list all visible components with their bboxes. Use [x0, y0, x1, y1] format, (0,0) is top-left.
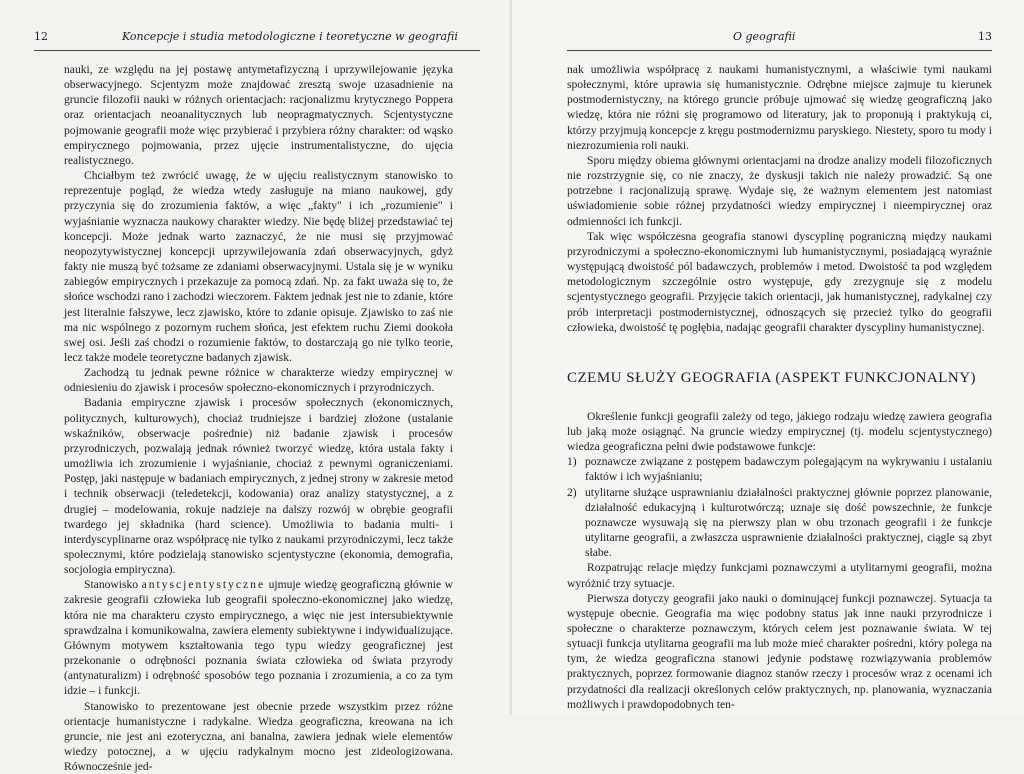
paragraph: Pierwsza dotyczy geografii jako nauki o dominującej funkcji poznawczej. Sytuacja ta występuje obecnie. Geografia ma więc podobny status jak inne nauki przyrodnicze i społeczne o charakterze poznawczym, których celem jest poznawanie świata. W tej sytuacji funkcja utylitarna geografii ma lub może mieć charakter pośredni, który polega na tym, że wiedza geograficzna stanowi jedynie podstawę rozwiązywania problemów praktycznych, poprzez formowanie diagnoz stanów rzeczy i procesów wraz z ocenami ich przydatności dla realizacji określonych celów praktycznych, np. planowania, wyznaczania możliwych i prawdopodobnych ten-	[567, 591, 992, 711]
section-heading: CZEMU SŁUŻY GEOGRAFIA (ASPEKT FUNKCJONALNY)	[567, 369, 977, 386]
paragraph-lead: Stanowisko	[84, 578, 142, 592]
paragraph: Określenie funkcji geografii zależy od tego, jakiego rodzaju wiedzę zawiera geografia lub jaką może osiągnąć. Na gruncie wiedzy empirycznej (tj. modelu scjentystycznego) wiedza geograficzna pełni dwie podstawowe funkcje:	[567, 409, 992, 454]
right-running-header	[567, 30, 992, 51]
paragraph: Badania empiryczne zjawisk i procesów społecznych (ekonomicznych, politycznych, kulturowych), chociaż trudniejsze i bardziej złożone (ustalanie wskaźników, obserwacje pośrednie) niż badanie zjawisk i procesów przyrodniczych, pozwalają jednak również tworzyć wiedzę, która ustala fakty i umożliwia ich zrozumienie i wyjaśnianie, chociaż z pewnymi ograniczeniami. Postęp, jaki następuje w badaniach empirycznych, z jednej strony w zakresie metod i technik obserwacji (teledetekcji, kodowania) oraz analizy statystycznej, a z drugiej – modelowania, rokuje nadzieje na dalszy rozwój w obrębie geografii twardego jej składnika (hard science). Umożliwia to badania multi- i interdyscyplinarne oraz współpracę nie tylko z naukami przyrodniczymi, lecz także społecznymi, które podzielają stanowisko scjentystyczne (ekonomia, demografia, socjologia empiryczna).	[64, 396, 453, 577]
left-column-text	[64, 62, 453, 774]
paragraph-rest: ujmuje wiedzę geograficzną głównie w zakresie geografii człowieka lub geografii społeczno-ekonomicznej jako wiedzę, która nie ma charakteru czysto empirycznego, a więc nie jest intersubiektywnie sprawdzalna i komunikowalna, zawiera elementy subiektywne i indywidualizujące. Głównym motywem kształtowania tego typu wiedzy geograficznej jest przekonanie o odrębności poznania świata człowieka od świata przyrody (antynaturalizm) i odrębność sposobów tego poznania i zrozumienia, a co za tym idzie – i funkcji.	[64, 578, 453, 698]
left-running-header	[34, 30, 480, 51]
right-header-title: O geografii	[733, 30, 796, 43]
right-page-number: 13	[978, 30, 992, 43]
paragraph: Stanowisko to prezentowane jest obecnie przede wszystkim przez różne orientacje humanistyczne i radykalne. Wiedza geograficzna, kreowana na ich gruncie, nie jest ani ezoteryczna, ani banalna, zawiera jednak wiele elementów wiedzy potocznej, a w ujęciu radykalnym mocno jest zideologizowana. Równocześnie jed-	[64, 699, 453, 774]
list-text: utylitarne służące usprawnianiu działalności praktycznej głównie poprzez planowanie, działalność edukacyjną i kulturotwórczą; uznaje się dość powszechnie, że funkcje poznawcze wysuwają się na pierwszy plan w obu trzonach geografii i że funkcje utylitarne geografii, a zwłaszcza usprawnienie działalności praktycznej, ciągle są zbyt słabe.	[585, 485, 992, 560]
list-number: 2)	[567, 485, 577, 499]
list-number: 1)	[567, 455, 577, 469]
paragraph	[64, 577, 453, 698]
paragraph: Zachodzą tu jednak pewne różnice w charakterze wiedzy empirycznej w odniesieniu do zjawisk i procesów społeczno-ekonomicznych i przyrodniczych.	[64, 366, 453, 395]
left-page-number: 12	[34, 30, 48, 43]
list-item	[567, 454, 992, 484]
paragraph: Chciałbym też zwrócić uwagę, że w ujęciu realistycznym stanowisko to reprezentuje pogląd, że wiedza wtedy zasługuje na miano naukowej, gdy przyczynia się do zrozumienia faktów, a więc „fakty" i ich „rozumienie" i wyjaśnianie wyznacza naukowy charakter wiedzy. Nie będę bliżej przedstawiać tej koncepcji. Może jednak warto zaznaczyć, że nie musi się przyjmować neopozytywistycznej koncepcji uprzywilejowania zdań obserwacyjnych, gdyż fakty nie muszą być tożsame ze zdaniami obserwacyjnymi. Ustala się je w wyniku zabiegów empirycznych i przekazuje za pomocą zdań. Np. za fakt uważa się to, że słońce wschodzi rano i zachodzi wieczorem. Faktem jednak jest nie to zdanie, które jest literalnie fałszywe, lecz zjawisko, które to zdanie opisuje. Zjawisko to zaś nie ma nic wspólnego z pozornym ruchem słońca, jest efektem ruchu Ziemi dookoła swej osi. Jeśli zaś chodzi o rozumienie faktów, to dostarczają go nie tylko teorie, lecz także modele teoretyczne badanych zjawisk.	[64, 169, 453, 364]
spaced-term: antyscjentystyczne	[141, 578, 266, 592]
paragraph: nak umożliwia współpracę z naukami humanistycznymi, a właściwie tymi naukami społecznymi, które uprawia się humanistycznie. Odrębne miejsce zajmuje tu kierunek postmodernistyczny, na którego gruncie próbuje ujmować się wiedzę geograficzną jako wiedzę, która nie różni się programowo od literatury, jak to proponują i praktykują ci, którzy przyjmują koncepcje z kręgu postmodernizmu paryskiego. Niestety, sporo tu mody i niezrozumienia roli nauki.	[567, 63, 992, 152]
list-item	[567, 485, 992, 561]
paragraph: Sporu między obiema głównymi orientacjami na drodze analizy modeli filozoficznych nie rozstrzygnie się, co nie znaczy, że dyskusji takich nie należy prowadzić. Są one potrzebne i racjonalizują sprawę. Wydaje się, że ważnym elementem jest natomiast uświadomienie sobie różnej przydatności wiedzy empirycznej i nieempirycznej oraz odmienności ich funkcji.	[567, 153, 992, 228]
paragraph: nauki, ze względu na jej postawę antymetafizyczną i uprzywilejowanie języka obserwacyjnego. Scjentyzm może znajdować zresztą swoje uzasadnienie na gruncie filozofii nauki w różnych orientacjach: racjonalizmu krytycznego Poppera oraz orientacjach neoanalitycznych lub neopragmatycznych. Scjentystyczne pojmowanie geografii może więc przybierać i przybiera różny charakter: od wąsko empirycznego pojmowania, przez ujęcie instrumentalistyczne, do ujęcia realistycznego.	[64, 63, 453, 167]
left-header-title: Koncepcje i studia metodologiczne i teoretyczne w geografii	[122, 30, 458, 43]
paragraph: Rozpatrując relacje między funkcjami poznawczymi a utylitarnymi geografii, można wyróżnić trzy sytuacje.	[567, 561, 992, 590]
right-column-text	[567, 62, 992, 712]
paragraph: Tak więc współczesna geografia stanowi dyscyplinę pograniczną między naukami przyrodniczymi a społeczno-ekonomicznymi lub humanistycznymi, posiadającą wyraźnie występującą dwoistość pól badawczych, problemów i metod. Dwoistość ta pod względem metodologicznym szczególnie ostro występuje, gdy zrezygnuje się z modelu scjentystycznego geografii. Przyjęcie takich orientacji, jak humanistycznej, radykalnej czy prób interpretacji postmodernistycznej, odnoszących się przecież tylko do geografii człowieka, dwoistość tę pogłębia, nadając geografii charakter dyscypliny humanistycznej.	[567, 229, 992, 334]
list-text: poznawcze związane z postępem badawczym polegającym na wykrywaniu i ustalaniu faktów i ich wyjaśnianiu;	[585, 455, 992, 484]
